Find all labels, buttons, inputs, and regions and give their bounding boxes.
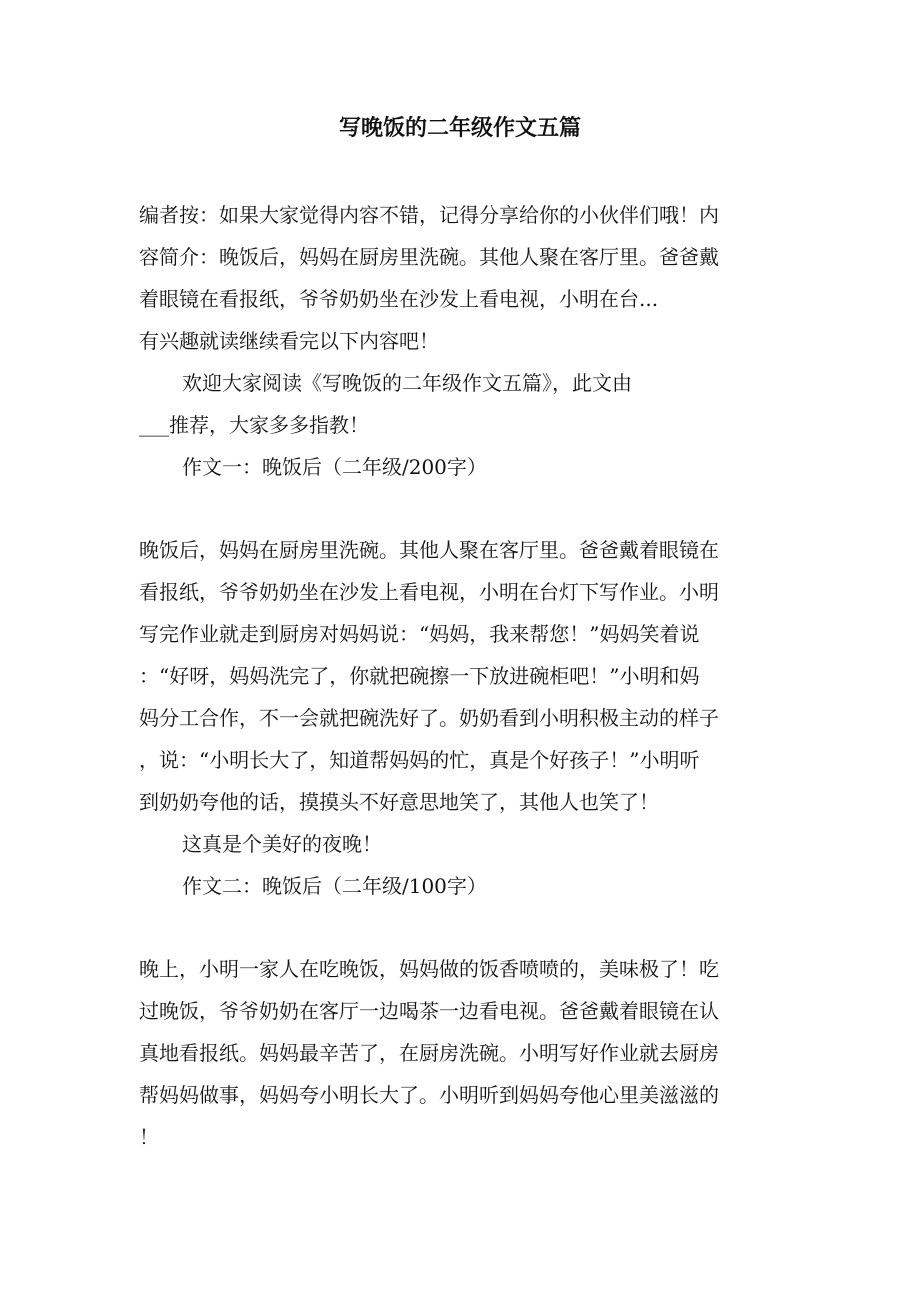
essay1-line: ：“好呀，妈妈洗完了，你就把碗擦一下放进碗柜吧！”小明和妈: [139, 664, 700, 688]
essay1-heading: 作文一：晚饭后（二年级/200字）: [182, 455, 487, 479]
spacer: [139, 488, 784, 529]
document-title: 写晚饭的二年级作文五篇: [338, 115, 581, 141]
intro-line: 容简介：晚饭后，妈妈在厨房里洗碗。其他人聚在客厅里。爸爸戴: [139, 245, 719, 269]
essay1-line: ，说：“小明长大了，知道帮妈妈的忙，真是个好孩子！”小明听: [139, 748, 700, 772]
essay2-heading: 作文二：晚饭后（二年级/100字）: [182, 874, 487, 898]
intro-line: 着眼镜在看报纸，爷爷奶奶坐在沙发上看电视，小明在台...: [139, 287, 659, 311]
spacer: [139, 907, 784, 948]
welcome-line: ___推荐，大家多多指教！: [139, 413, 369, 437]
essay2-line: 晚上，小明一家人在吃晚饭，妈妈做的饭香喷喷的，美味极了！吃: [139, 957, 719, 981]
essay2-line: ！: [139, 1125, 159, 1149]
essay1-line: 看报纸，爷爷奶奶坐在沙发上看电视，小明在台灯下写作业。小明: [139, 580, 719, 604]
intro-line: 编者按：如果大家觉得内容不错，记得分享给你的小伙伴们哦！内: [139, 203, 719, 227]
essay2-line: 帮妈妈做事，妈妈夸小明长大了。小明听到妈妈夸他心里美滋滋的: [139, 1083, 719, 1107]
essay2-line: 真地看报纸。妈妈最辛苦了，在厨房洗碗。小明写好作业就去厨房: [139, 1041, 719, 1065]
intro-line: 有兴趣就读继续看完以下内容吧！: [139, 329, 439, 353]
essay1-line: 到奶奶夸他的话，摸摸头不好意思地笑了，其他人也笑了！: [139, 790, 659, 814]
essay2-line: 过晚饭，爷爷奶奶在客厅一边喝茶一边看电视。爸爸戴着眼镜在认: [139, 999, 719, 1023]
essay1-line: 妈分工合作，不一会就把碗洗好了。奶奶看到小明积极主动的样子: [139, 706, 719, 730]
essay1-closing: 这真是个美好的夜晚！: [182, 832, 382, 856]
essay1-line: 晚饭后，妈妈在厨房里洗碗。其他人聚在客厅里。爸爸戴着眼镜在: [139, 538, 719, 562]
document-body: [139, 194, 784, 1158]
essay1-line: 写完作业就走到厨房对妈妈说：“妈妈，我来帮您！”妈妈笑着说: [139, 622, 700, 646]
welcome-line: 欢迎大家阅读《写晚饭的二年级作文五篇》，此文由: [182, 371, 632, 395]
